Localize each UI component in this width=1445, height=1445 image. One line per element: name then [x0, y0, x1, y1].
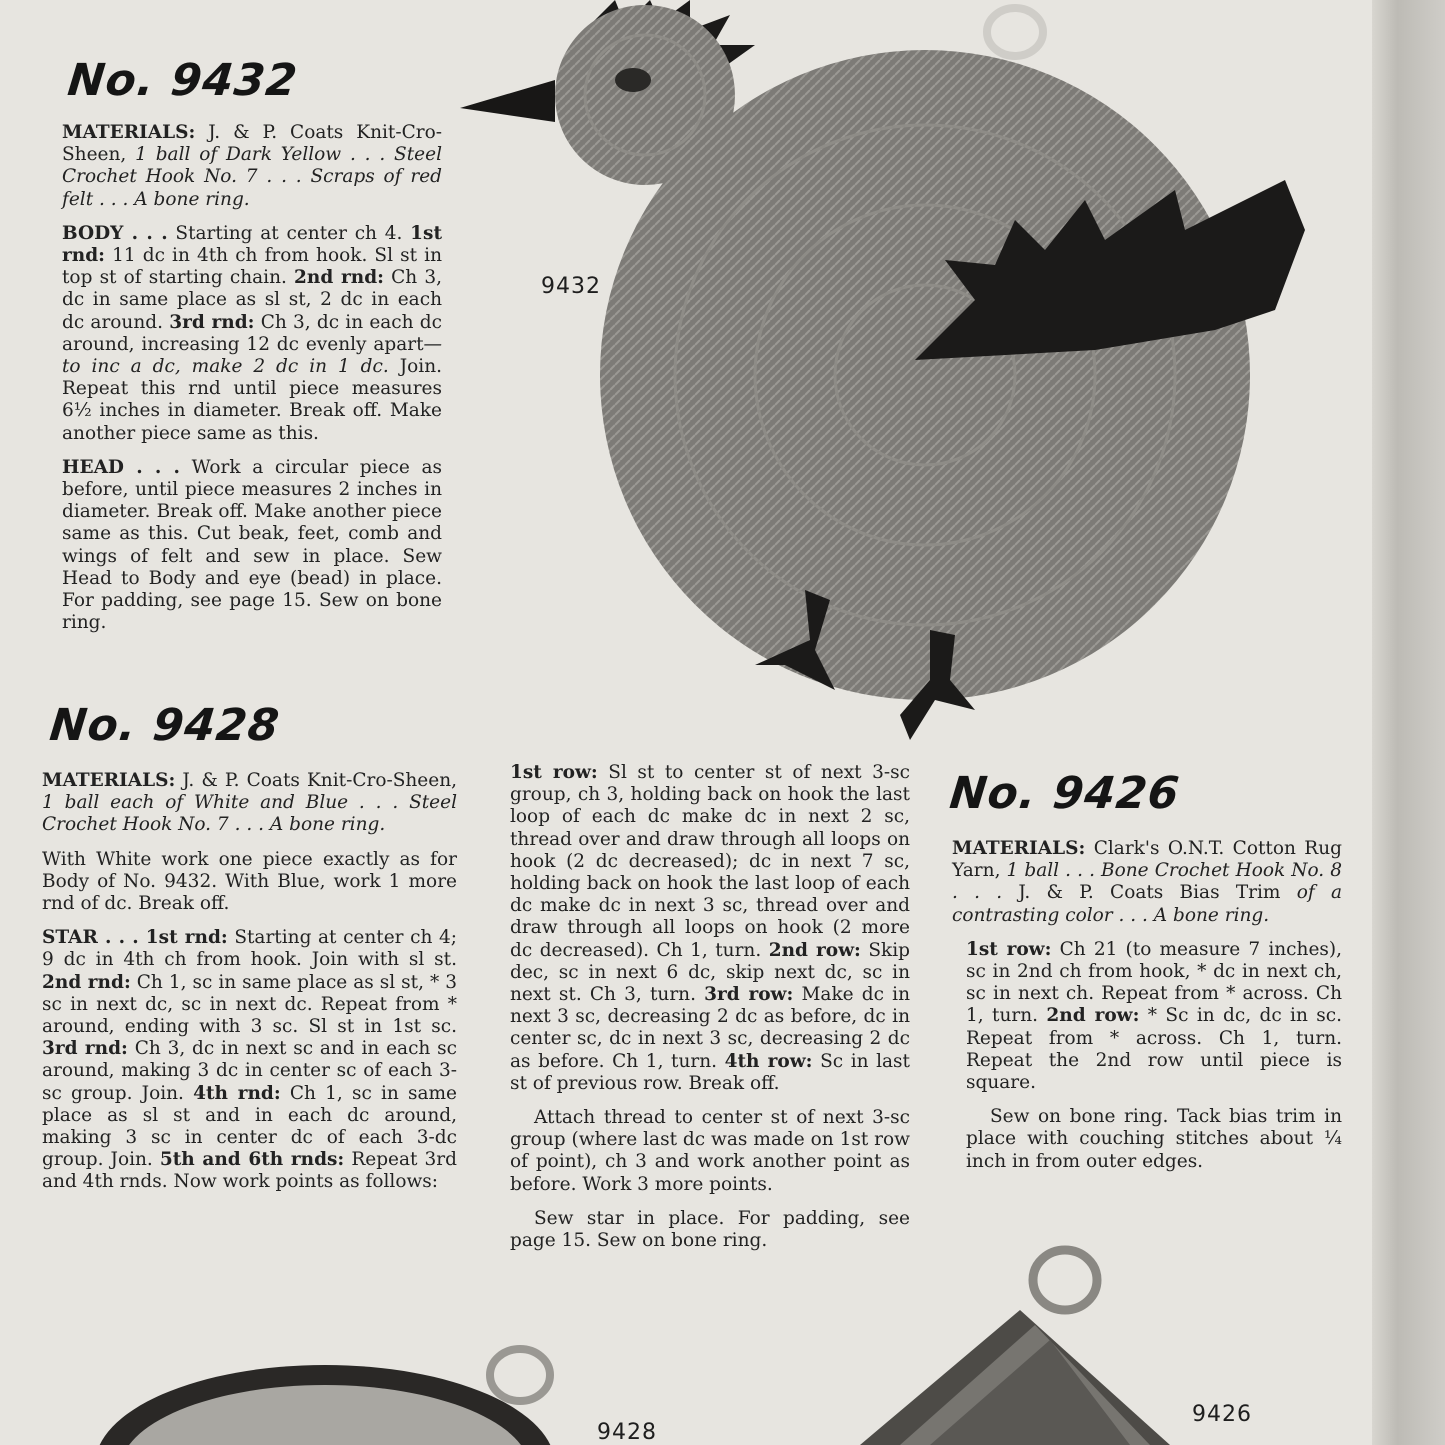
intro-9428: With White work one piece exactly as for Body of No. 9432. With Blue, work 1 more rnd of dc. Break off. [42, 848, 457, 915]
figure-caption-9432: 9432 [541, 274, 601, 299]
star-potholder-photo [95, 1345, 575, 1445]
body-instructions: BODY . . . Starting at center ch 4. 1st rnd: 11 dc in 4th ch from hook. Sl st in top st of starting chain. 2nd rnd: Ch 3, dc in same place as sl st, 2 dc in each dc around. 3rd rnd: Ch 3, dc in each dc around, increasing 12 dc evenly apart—to inc a dc, make 2 dc in 1 dc. Join. Repeat this rnd until piece measures 6½ inches in diameter. Break off. Make another piece same as this. [62, 222, 442, 444]
heading-9428: No. 9428 [47, 700, 283, 751]
chicken-potholder-photo [455, 0, 1335, 750]
attach-9428: Attach thread to center st of next 3-sc group (where last dc was made on 1st row of point), ch 3 and work another point as before. Work 3 more points. [510, 1107, 910, 1195]
materials-9428: MATERIALS: J. & P. Coats Knit-Cro-Sheen, 1 ball each of White and Blue . . . Steel Crochet Hook No. 7 . . . A bone ring. [42, 770, 457, 836]
page-edge-shadow [1372, 0, 1445, 1445]
star-instructions: STAR . . . 1st rnd: Starting at center ch 4; 9 dc in 4th ch from hook. Join with sl st. 2nd rnd: Ch 1, sc in same place as sl st, * 3 sc in next dc, sc in next dc. Repeat from * around, ending with 3 sc. Sl st in 1st sc. 3rd rnd: Ch 3, dc in next sc and in each sc around, making 3 dc in center sc of each 3-sc group. Join. 4th rnd: Ch 1, sc in same place as sl st and in each dc around, making 3 sc in center dc of each 3-dc group. Join. 5th and 6th rnds: Repeat 3rd and 4th rnds. Now work points as follows: [42, 927, 458, 1193]
point-rows-9428: 1st row: Sl st to center st of next 3-sc group, ch 3, holding back on hook the last loop of each dc make dc in next 2 sc, thread over and draw through all loops on hook (2 dc decreased); dc in next 7 sc, holding back on hook the last loop of each dc make dc in next 3 sc, thread over and draw through all loops on hook (2 more dc decreased). Ch 1, turn. 2nd row: Skip dec, sc in next 6 dc, skip next dc, sc in next st. Ch 3, turn. 3rd row: Make dc in next 3 sc, decreasing 2 dc as before, dc in center sc, dc in next 3 sc, decreasing 2 dc as before. Ch 1, turn. 4th row: Sc in last st of previous row. Break off. [510, 762, 911, 1094]
head-instructions: HEAD . . . Work a circular piece as before, until piece measures 2 inches in diameter. Break off. Make another piece same as this. Cut beak, feet, comb and wings of felt and sew in place. Sew Head to Body and eye (bead) in place. For padding, see page 15. Sew on bone ring. [62, 456, 442, 634]
heading-9426: No. 9426 [947, 768, 1183, 819]
column-9428-right [510, 762, 910, 1264]
finish-9426: Sew on bone ring. Tack bias trim in place with couching stitches about ¼ inch in from outer edges. [966, 1106, 1342, 1172]
heading-9432: No. 9432 [65, 55, 301, 106]
materials-9426: MATERIALS: Clark's O.N.T. Cotton Rug Yarn, 1 ball . . . Bone Crochet Hook No. 8 . . . J. & P. Coats Bias Trim of a contrasting color . . . A bone ring. [952, 838, 1342, 926]
column-9428-left [42, 770, 457, 1206]
figure-caption-9428: 9428 [597, 1420, 657, 1445]
sew-9428: Sew star in place. For padding, see page 15. Sew on bone ring. [510, 1207, 910, 1252]
column-9432 [62, 122, 442, 646]
figure-caption-9426: 9426 [1192, 1402, 1252, 1427]
square-potholder-photo [860, 1240, 1180, 1445]
column-9426 [952, 838, 1342, 1185]
rows-9426: 1st row: Ch 21 (to measure 7 inches), sc in 2nd ch from hook, * dc in next ch, sc in next ch. Repeat from * across. Ch 1, turn. 2nd row: * Sc in dc, dc in sc. Repeat from * across. Ch 1, turn. Repeat the 2nd row until piece is square. [966, 938, 1342, 1094]
materials-9432: MATERIALS: J. & P. Coats Knit-Cro-Sheen, 1 ball of Dark Yellow . . . Steel Crochet Hook No. 7 . . . Scraps of red felt . . . A bone ring. [62, 122, 442, 210]
